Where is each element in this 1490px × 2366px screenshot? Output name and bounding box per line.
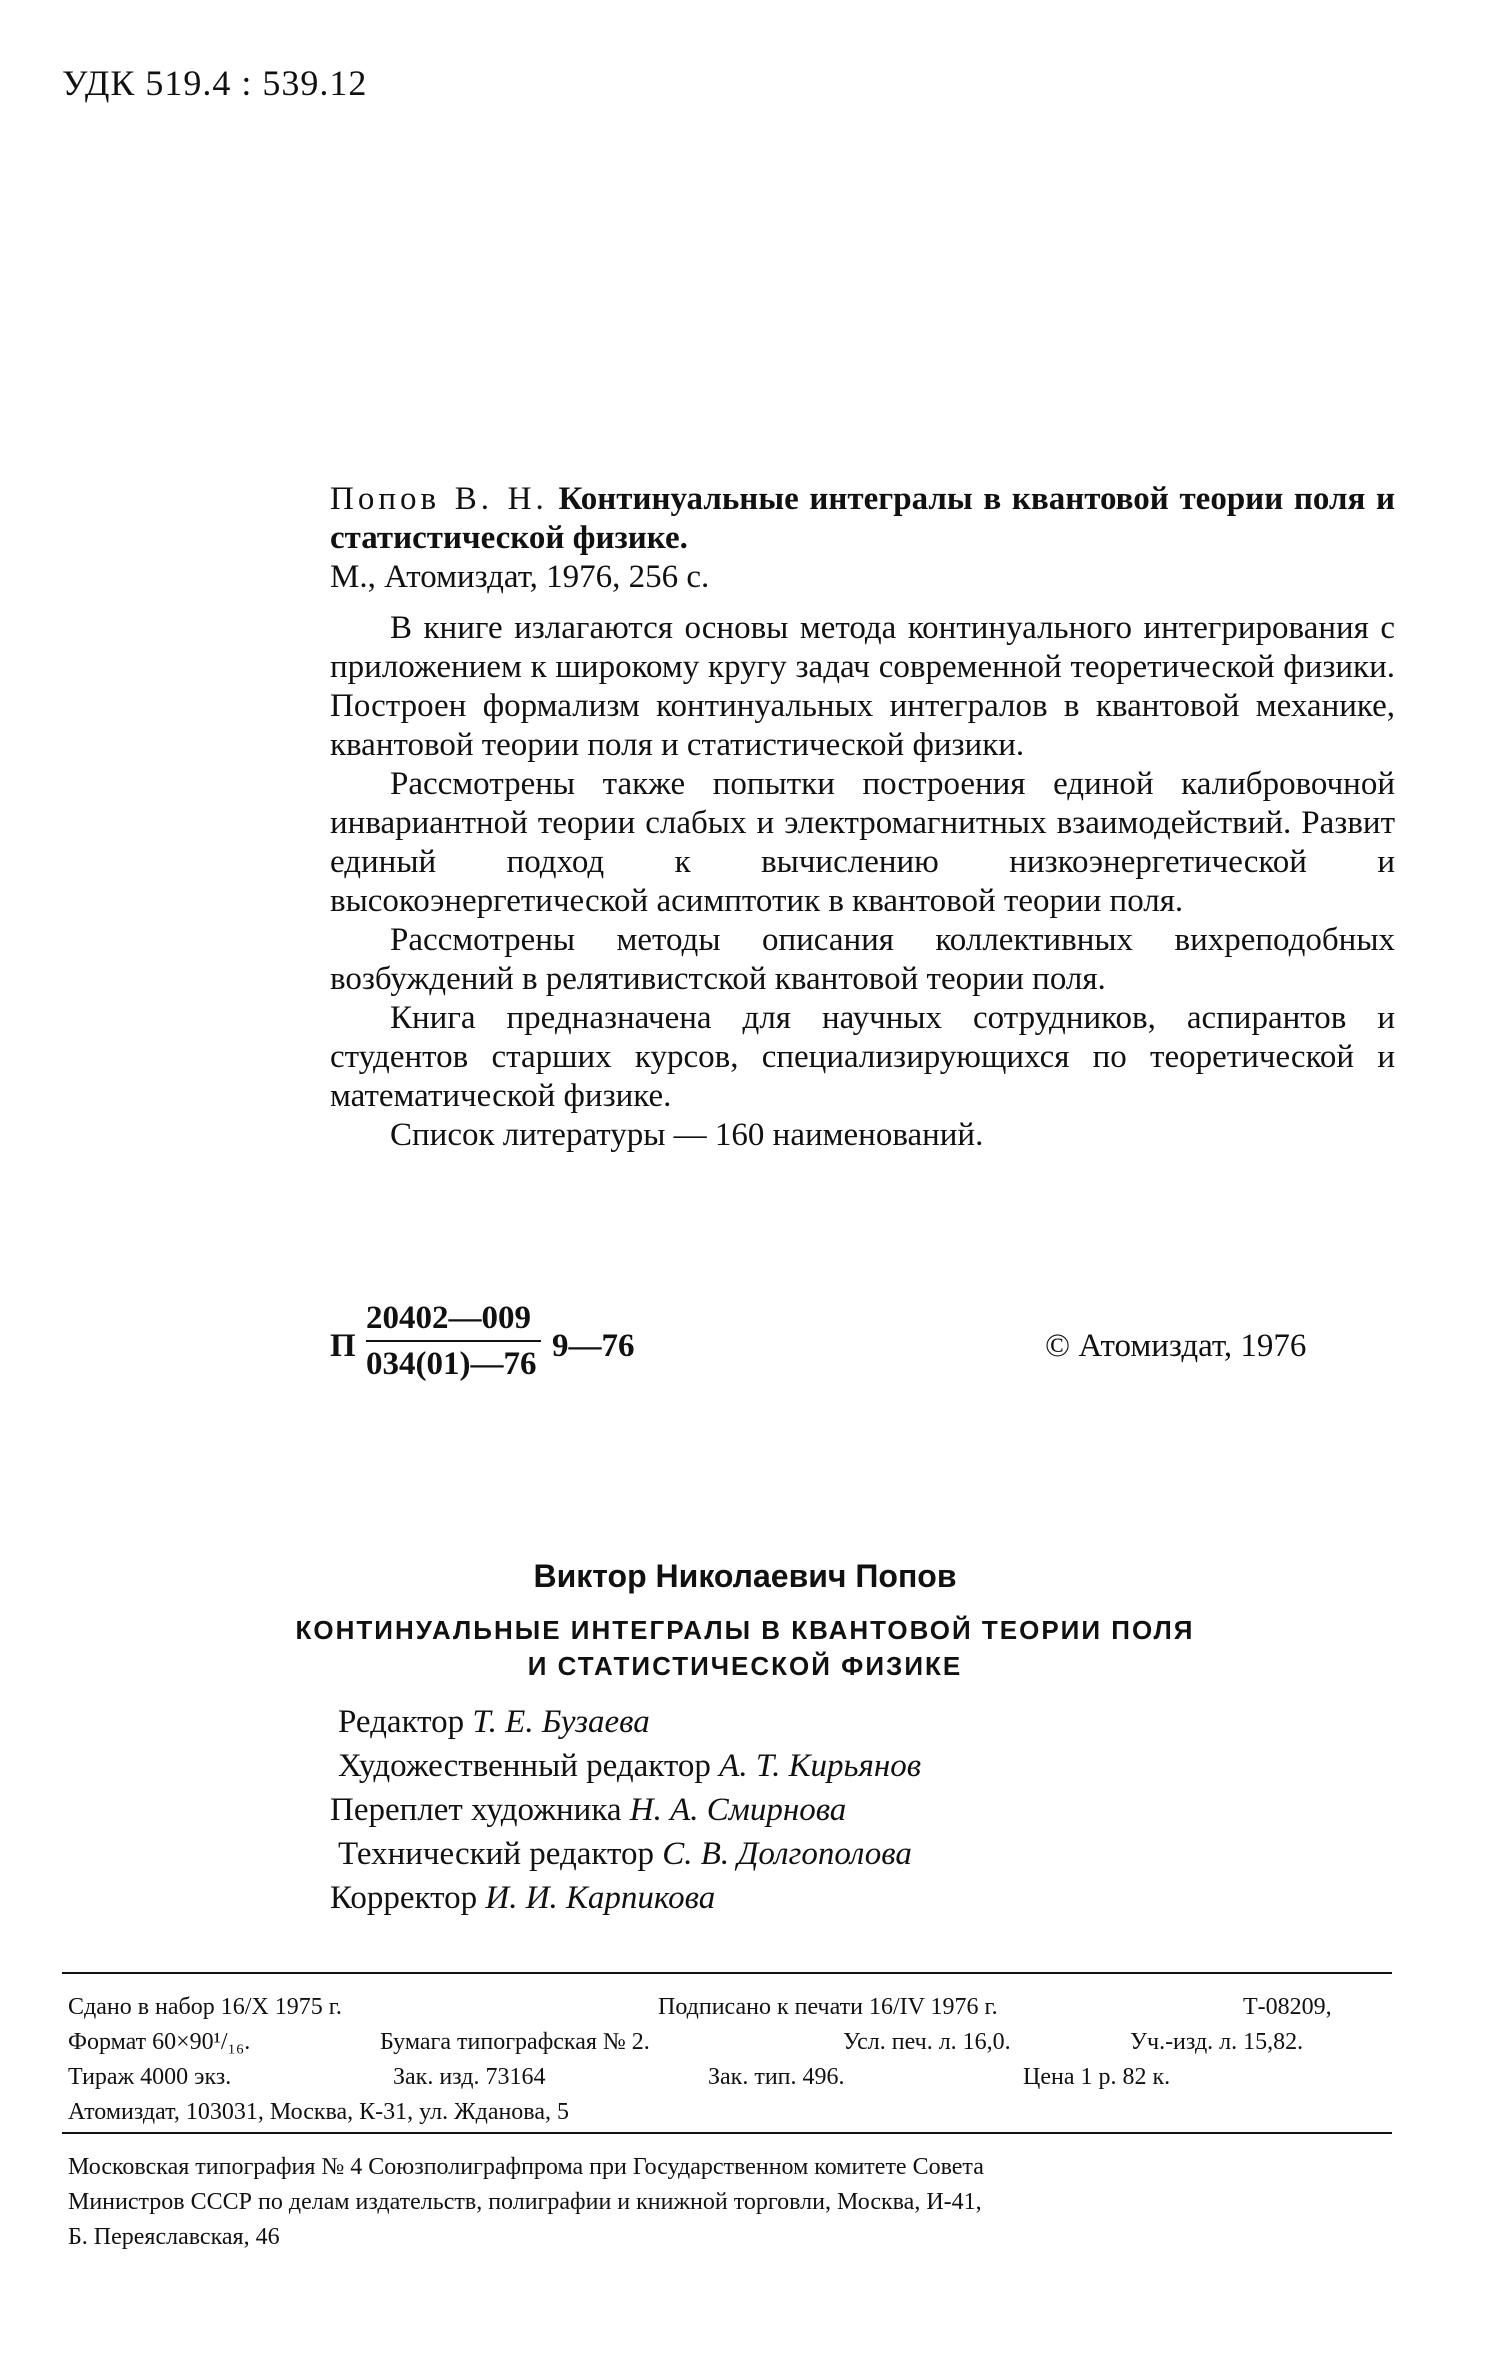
printer-line: Московская типография № 4 Союзполиграфпрома при Государственном комитете Совета — [68, 2154, 984, 2180]
credit-row — [330, 1876, 921, 1920]
imprint-sheets: Усл. печ. л. 16,0. — [843, 2029, 1011, 2055]
colophon-title-line2: И СТАТИСТИЧЕСКОЙ ФИЗИКЕ — [527, 1651, 963, 1681]
imprint-signed: Подписано к печати 16/IV 1976 г. — [658, 1994, 998, 2020]
bbk-index — [330, 1300, 730, 1390]
credit-row — [330, 1788, 921, 1832]
divider-top — [62, 1972, 1392, 1974]
credit-role: Корректор — [330, 1880, 478, 1916]
bbk-letter: П — [330, 1328, 356, 1364]
imprint-code: Т-08209, — [1243, 1994, 1332, 2020]
card-title-line2: теории поля и статистической физике. — [330, 481, 1396, 556]
card-description — [330, 609, 1395, 1155]
printer-line: Министров СССР по делам издательств, полиграфии и книжной торговли, Москва, И-41, — [68, 2189, 982, 2215]
annotation-card — [330, 480, 1395, 1155]
bbk-denominator: 034(01)—76 — [366, 1346, 537, 1382]
card-publication: М., Атомиздат, 1976, 256 с. — [330, 559, 710, 595]
printer-block — [68, 2150, 1388, 2255]
credit-role: Художественный редактор — [338, 1748, 711, 1784]
credit-role: Редактор — [338, 1704, 465, 1740]
annotation-paragraph: Книга предназначена для научных сотрудников, аспирантов и студентов старших курсов, специализирующихся по теоретической и математической физике. — [330, 1000, 1395, 1114]
credit-name: Н. А. Смирнова — [629, 1792, 847, 1828]
imprint-line-1 — [68, 1990, 1388, 2025]
colophon-title — [180, 1612, 1310, 1684]
annotation-paragraph: Список литературы — 160 наименований. — [390, 1117, 984, 1153]
printer-line: Б. Переяславская, 46 — [68, 2224, 280, 2250]
imprint-format: Формат 60×90¹/₁₆. — [68, 2029, 251, 2055]
credit-name: С. В. Долгополова — [662, 1836, 912, 1872]
imprint-print-run: Тираж 4000 экз. — [68, 2064, 232, 2090]
credit-name: И. И. Карпикова — [485, 1880, 716, 1916]
card-author: Попов В. Н. — [330, 481, 548, 517]
imprint-submitted: Сдано в набор 16/X 1975 г. — [68, 1994, 342, 2020]
annotation-paragraph: Рассмотрены методы описания коллективных вихреподобных возбуждений в релятивистской квантовой теории поля. — [330, 922, 1395, 997]
annotation-paragraph: В книге излагаются основы метода континуального интегрирования с приложением к широкому кругу задач современной теоретической физики. Построен формализм континуальных интегралов в квантовой механике, квантовой теории поля и статистической физики. — [330, 610, 1395, 763]
card-header — [330, 480, 1395, 558]
card-title-line1: Континуальные интегралы в квантовой — [558, 481, 1169, 517]
credit-name: А. Т. Кирьянов — [719, 1748, 922, 1784]
copyright-notice: © Атомиздат, 1976 — [1045, 1328, 1307, 1364]
bbk-numerator: 20402—009 — [366, 1300, 531, 1336]
imprint-price: Цена 1 р. 82 к. — [1023, 2064, 1171, 2090]
credit-row — [338, 1744, 921, 1788]
imprint-publisher-address: Атомиздат, 103031, Москва, К-31, ул. Жданова, 5 — [68, 2099, 569, 2125]
credit-role: Переплет художника — [330, 1792, 622, 1828]
credit-name: Т. Е. Бузаева — [472, 1704, 650, 1740]
colophon-title-line1: КОНТИНУАЛЬНЫЕ ИНТЕГРАЛЫ В КВАНТОВОЙ ТЕОРИИ ПОЛЯ — [295, 1615, 1195, 1645]
credit-row — [338, 1832, 921, 1876]
credits-list — [330, 1700, 921, 1920]
udk-code: УДК 519.4 : 539.12 — [62, 63, 368, 103]
imprint-order-pub: Зак. изд. 73164 — [393, 2064, 546, 2090]
imprint-line-2 — [68, 2025, 1388, 2060]
credit-row — [338, 1700, 921, 1744]
imprint-line-4 — [68, 2095, 1388, 2130]
divider-bottom — [62, 2132, 1392, 2134]
bbk-suffix: 9—76 — [552, 1328, 635, 1364]
imprint-block — [68, 1990, 1388, 2130]
bbk-fraction-bar — [366, 1340, 541, 1342]
credit-role: Технический редактор — [338, 1836, 654, 1872]
annotation-paragraph: Рассмотрены также попытки построения единой калибровочной инвариантной теории слабых и электромагнитных взаимодействий. Развит единый подход к вычислению низкоэнергетической и высокоэнергетической асимптотик в квантовой теории поля. — [330, 766, 1395, 919]
imprint-order-print: Зак. тип. 496. — [708, 2064, 845, 2090]
imprint-line-3 — [68, 2060, 1388, 2095]
imprint-paper: Бумага типографская № 2. — [380, 2029, 650, 2055]
imprint-pub-sheets: Уч.-изд. л. 15,82. — [1130, 2029, 1304, 2055]
colophon-author: Виктор Николаевич Попов — [533, 1558, 957, 1594]
